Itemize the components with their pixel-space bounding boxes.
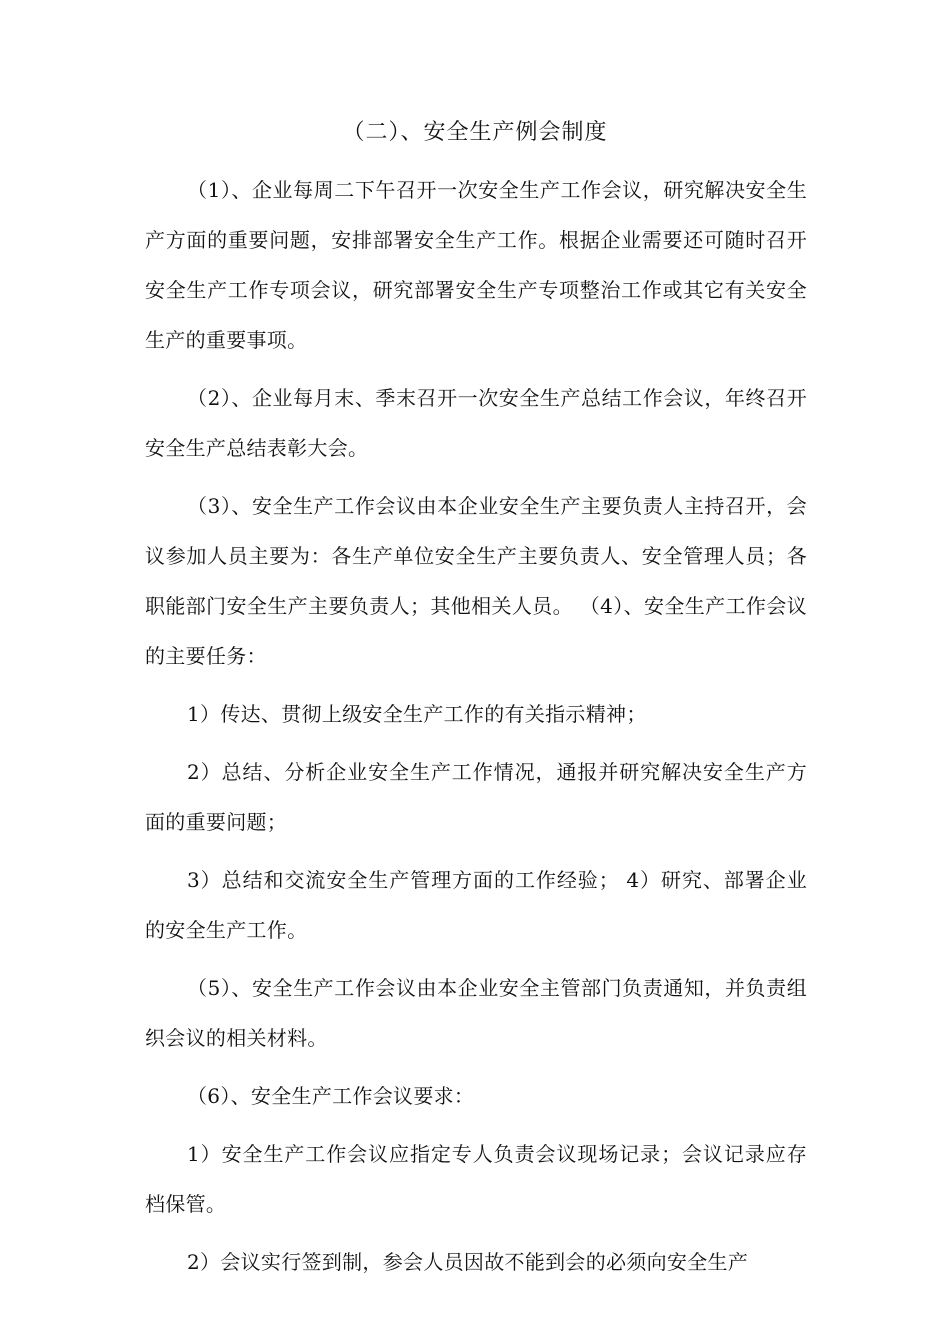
- paragraph-5: （5）、安全生产工作会议由本企业安全主管部门负责通知，并负责组织会议的相关材料。: [145, 976, 807, 1050]
- list-item-1: 1）传达、贯彻上级安全生产工作的有关指示精神；: [187, 702, 647, 726]
- paragraph-6: （6）、安全生产工作会议要求：: [187, 1084, 475, 1108]
- list-item-2: 2）总结、分析企业安全生产工作情况，通报并研究解决安全生产方面的重要问题；: [145, 760, 807, 834]
- paragraph-3: （3）、安全生产工作会议由本企业安全生产主要负责人主持召开，会议参加人员主要为：各生产单位安全生产主要负责人、安全管理人员；各职能部门安全生产主要负责人；其他相关人员。 （4）、安全生产工作会议的主要任务：: [145, 494, 807, 668]
- paragraph-1: （1）、企业每周二下午召开一次安全生产工作会议，研究解决安全生产方面的重要问题，安排部署安全生产工作。根据企业需要还可随时召开安全生产工作专项会议，研究部署安全生产专项整治工作或其它有关安全生产的重要事项。: [145, 178, 807, 352]
- paragraph-2: （2）、企业每月末、季末召开一次安全生产总结工作会议，年终召开安全生产总结表彰大会。: [145, 386, 807, 460]
- requirement-item-2: 2）会议实行签到制，参会人员因故不能到会的必须向安全生产: [187, 1250, 749, 1274]
- list-item-3-4: 3）总结和交流安全生产管理方面的工作经验； 4）研究、部署企业的安全生产工作。: [145, 868, 807, 942]
- page-title: （二）、安全生产例会制度: [342, 120, 608, 145]
- document-body: [145, 165, 807, 1295]
- requirement-item-1: 1）安全生产工作会议应指定专人负责会议现场记录；会议记录应存档保管。: [145, 1142, 807, 1216]
